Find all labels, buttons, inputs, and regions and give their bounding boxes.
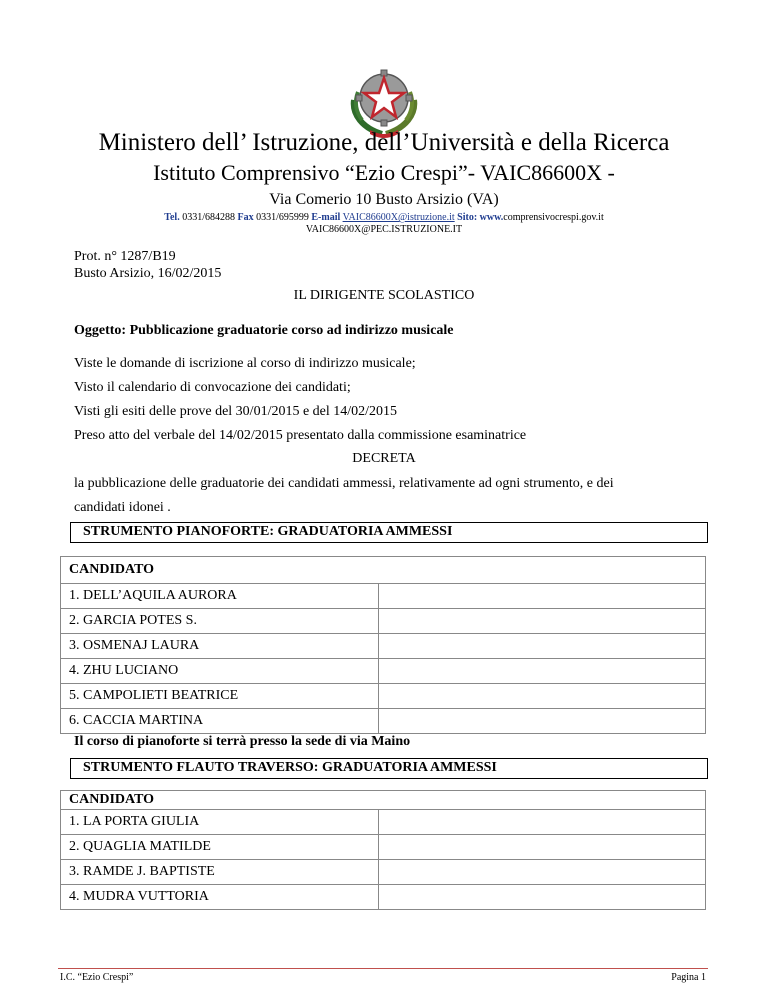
table-row <box>61 609 706 634</box>
footer-divider <box>58 968 708 969</box>
ministry-title: Ministero dell’ Istruzione, dell’Università e della Ricerca <box>98 129 670 156</box>
decree-title: DECRETA <box>352 451 416 466</box>
italian-republic-emblem <box>344 62 424 138</box>
empty-cell <box>379 634 706 659</box>
email-link[interactable]: VAIC86600X@istruzione.it <box>342 212 455 223</box>
empty-cell <box>379 810 706 835</box>
candidate-header: CANDIDATO <box>61 791 706 810</box>
tel-value: 0331/684288 <box>182 212 235 223</box>
table-row <box>61 885 706 910</box>
email-label: E-mail <box>311 212 341 223</box>
table-row <box>61 634 706 659</box>
subject-line: Oggetto: Pubblicazione graduatorie corso ad indirizzo musicale <box>74 323 454 338</box>
institute-address: Via Comerio 10 Busto Arsizio (VA) <box>269 191 499 208</box>
decree-text-line2: candidati idonei . <box>74 500 171 515</box>
flute-section-title: STRUMENTO FLAUTO TRAVERSO: GRADUATORIA AMMESSI <box>70 758 708 779</box>
table-header-row <box>61 791 706 810</box>
place-date: Busto Arsizio, 16/02/2015 <box>74 266 222 281</box>
empty-cell <box>379 860 706 885</box>
empty-cell <box>379 835 706 860</box>
candidate-name: 1. LA PORTA GIULIA <box>61 810 379 835</box>
table-row <box>61 709 706 734</box>
empty-cell <box>379 609 706 634</box>
premise-4: Preso atto del verbale del 14/02/2015 presentato dalla commissione esaminatrice <box>74 428 527 443</box>
empty-cell <box>379 584 706 609</box>
institute-title: Istituto Comprensivo “Ezio Crespi”- VAIC86600X - <box>153 160 615 185</box>
fax-value: 0331/695999 <box>256 212 309 223</box>
premise-3: Visti gli esiti delle prove del 30/01/2015 e del 14/02/2015 <box>74 404 398 419</box>
table-row <box>61 584 706 609</box>
candidate-name: 4. MUDRA VUTTORIA <box>61 885 379 910</box>
piano-ranking-table <box>60 556 706 734</box>
tel-label: Tel. <box>164 212 180 223</box>
empty-cell <box>379 659 706 684</box>
premise-1: Viste le domande di iscrizione al corso di indirizzo musicale; <box>74 356 416 371</box>
premise-2: Visto il calendario di convocazione dei candidati; <box>74 380 351 395</box>
empty-cell <box>379 709 706 734</box>
candidate-name: 5. CAMPOLIETI BEATRICE <box>61 684 379 709</box>
candidate-name: 6. CACCIA MARTINA <box>61 709 379 734</box>
empty-cell <box>379 684 706 709</box>
piano-note: Il corso di pianoforte si terrà presso la sede di via Maino <box>74 734 411 749</box>
piano-section-title: STRUMENTO PIANOFORTE: GRADUATORIA AMMESSI <box>70 522 708 543</box>
site-value: comprensivocrespi.gov.it <box>503 212 604 223</box>
candidate-name: 1. DELL’AQUILA AURORA <box>61 584 379 609</box>
fax-label: Fax <box>237 212 254 223</box>
issuer-heading: IL DIRIGENTE SCOLASTICO <box>293 288 475 303</box>
candidate-name: 3. RAMDE J. BAPTISTE <box>61 860 379 885</box>
page-number: Pagina 1 <box>671 972 706 983</box>
table-header-row <box>61 557 706 584</box>
protocol-number: Prot. n° 1287/B19 <box>74 249 176 264</box>
candidate-name: 2. QUAGLIA MATILDE <box>61 835 379 860</box>
table-row <box>61 835 706 860</box>
decree-text-line1: la pubblicazione delle graduatorie dei candidati ammessi, relativamente ad ogni strumento, e dei <box>74 476 614 491</box>
table-row <box>61 659 706 684</box>
candidate-header: CANDIDATO <box>61 557 706 584</box>
flute-ranking-table <box>60 790 706 910</box>
site-label: Sito: www. <box>457 212 504 223</box>
candidate-name: 2. GARCIA POTES S. <box>61 609 379 634</box>
table-row <box>61 860 706 885</box>
contacts-block <box>0 212 768 236</box>
empty-cell <box>379 885 706 910</box>
candidate-name: 3. OSMENAJ LAURA <box>61 634 379 659</box>
footer-institute: I.C. “Ezio Crespi” <box>60 972 134 983</box>
table-row <box>61 810 706 835</box>
pec-address: VAIC86600X@PEC.ISTRUZIONE.IT <box>305 224 463 235</box>
candidate-name: 4. ZHU LUCIANO <box>61 659 379 684</box>
table-row <box>61 684 706 709</box>
